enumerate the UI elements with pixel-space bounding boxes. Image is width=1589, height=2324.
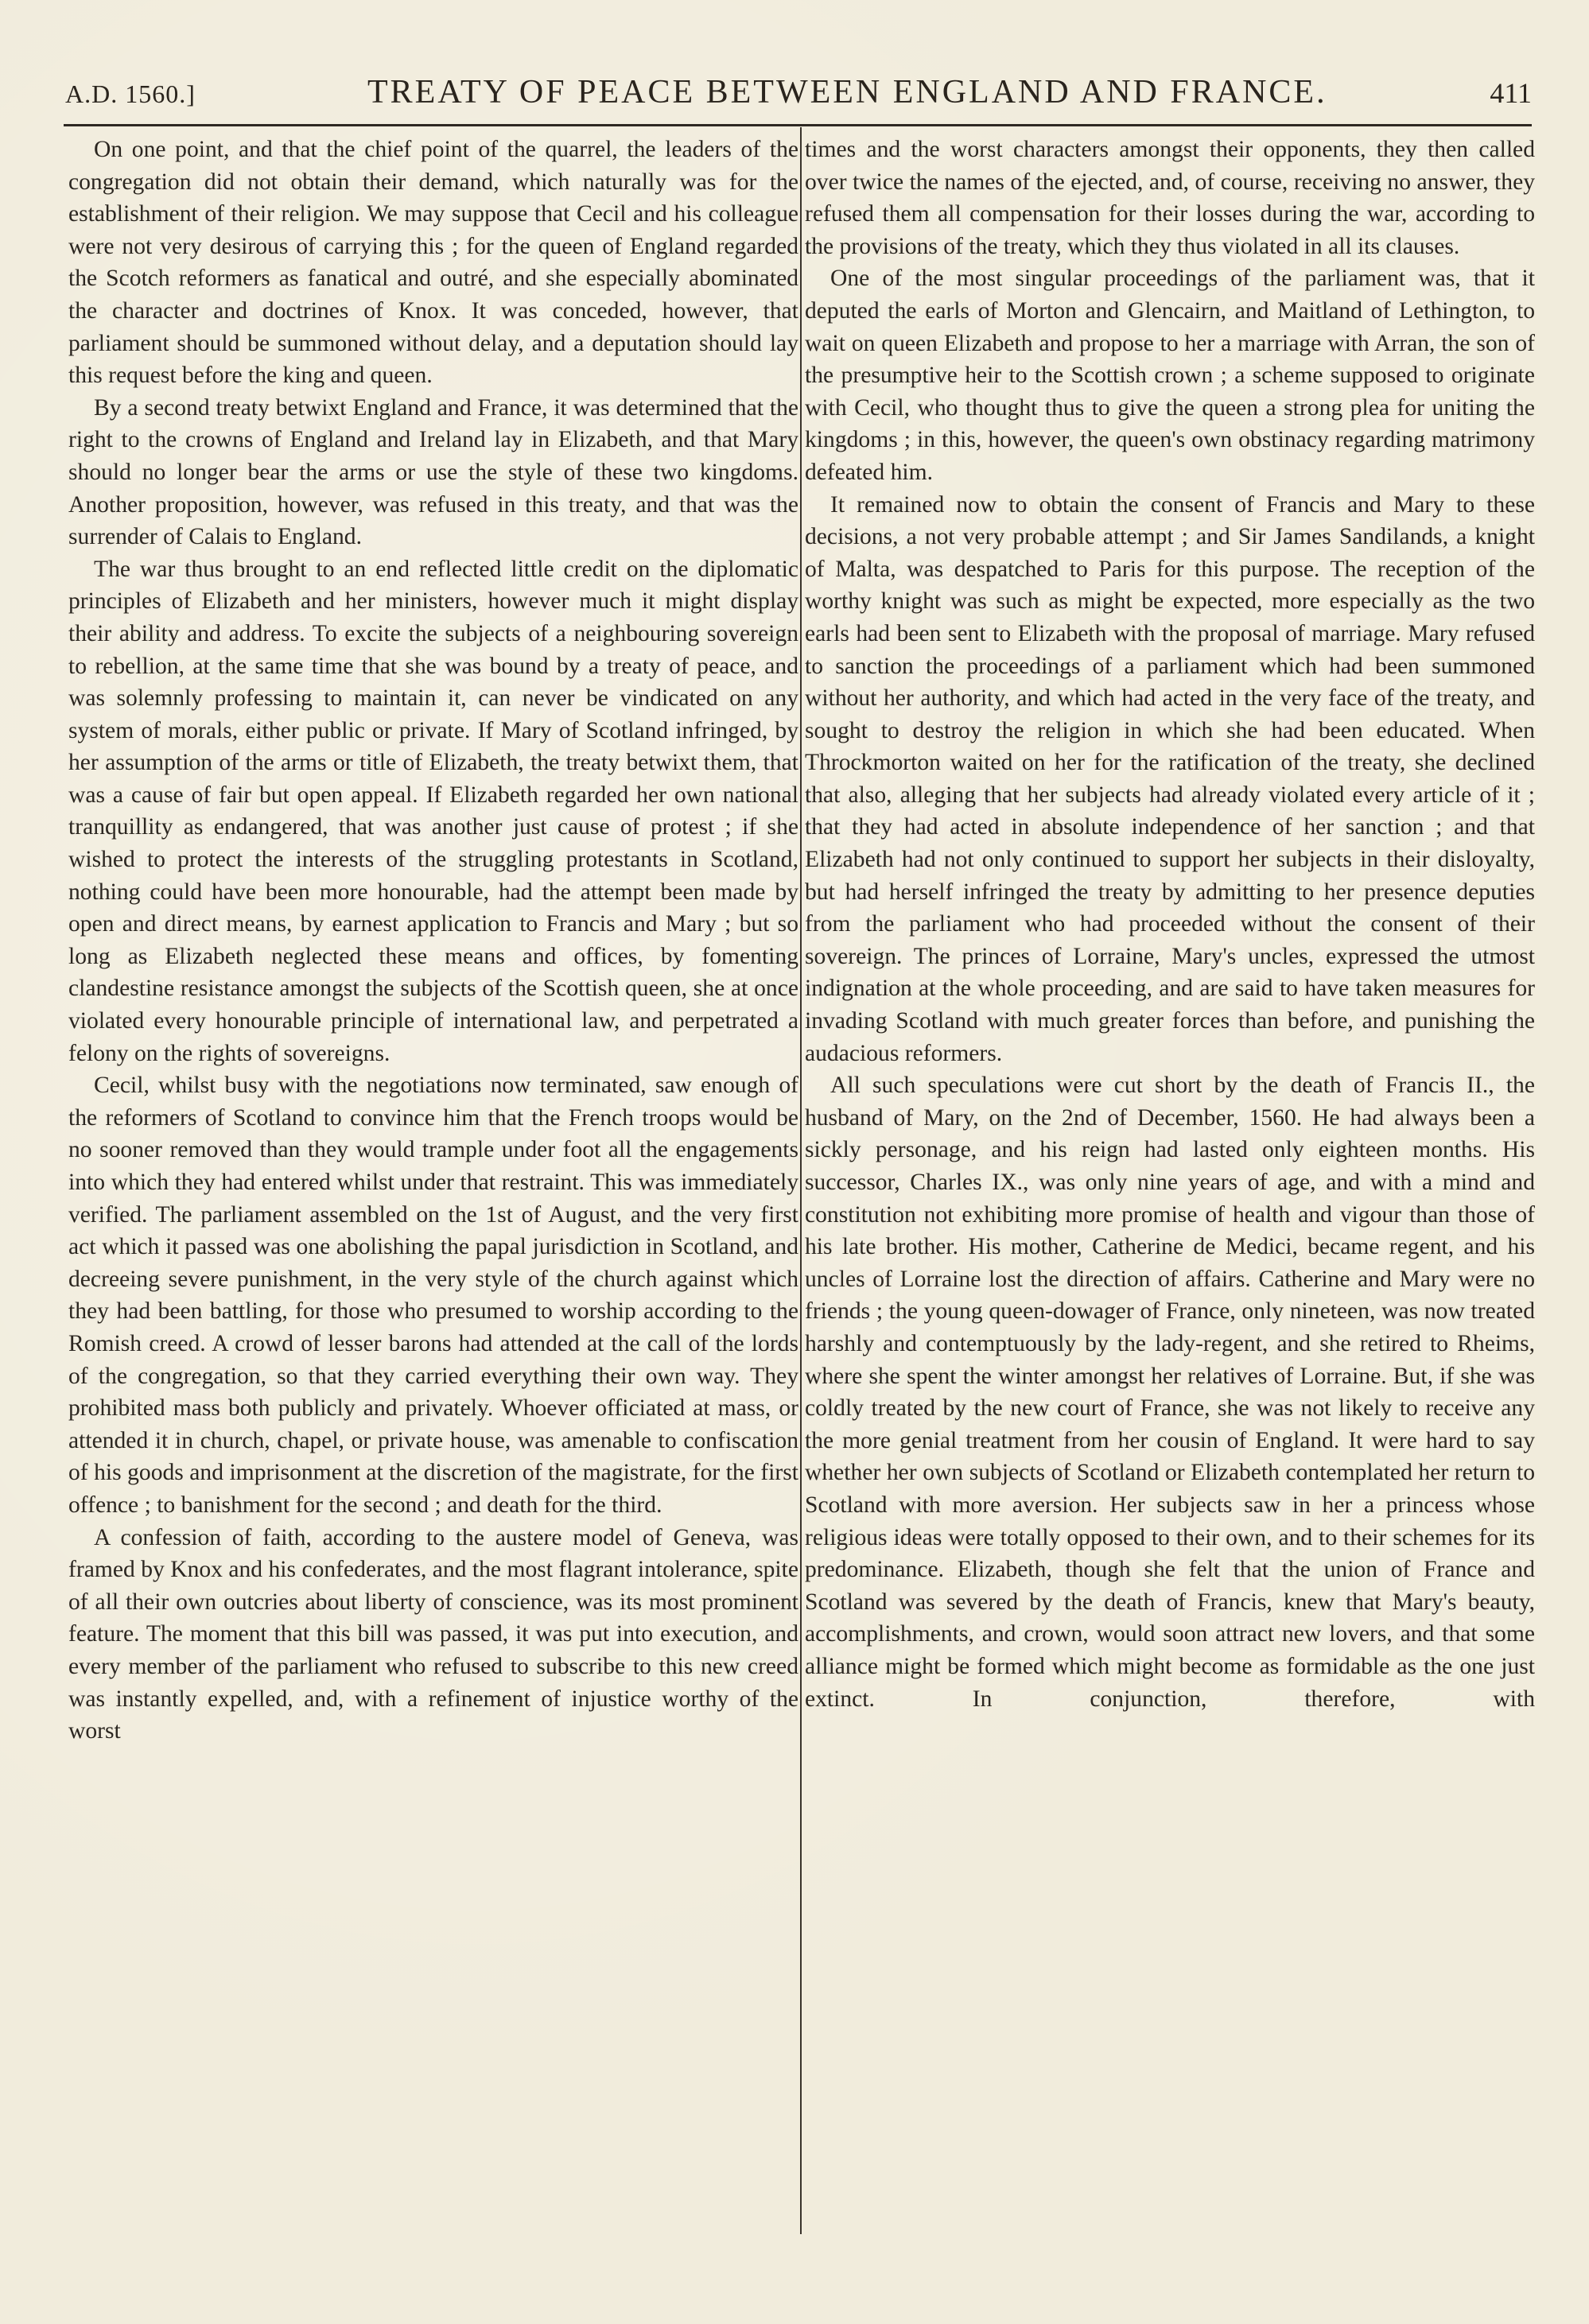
- paragraph: All such speculations were cut short by the death of Francis II., the husband of Mary, on the 2nd of December, 1560. He had always been a sickly personage, and his reign had lasted only eighteen months. His successor, Charles IX., was only nine years of age, and with a mind and constitution not exhibiting more promise of health and vigour than those of his late brother. His mother, Catherine de Medici, became regent, and his uncles of Lorraine lost the direction of affairs. Catherine and Mary were no friends ; the young queen-dowager of France, only nineteen, was now treated harshly and contemptuously by the lady-regent, and she retired to Rheims, where she spent the winter amongst her relatives of Lorraine. But, if she was coldly treated by the new court of France, she was not likely to receive any the more genial treatment from her cousin of England. It were hard to say whether her own subjects of Scotland or Elizabeth contemplated her return to Scotland with more aversion. Her subjects saw in her a princess whose religious ideas were totally opposed to their own, and to their schemes for its predominance. Elizabeth, though she felt that the union of France and Scotland was severed by the death of Francis, knew that Mary's beauty, accomplishments, and crown, would soon attract new lovers, and that some alliance might be formed which might become as formidable as the one just extinct. In conjunction, therefore, with: [805, 1073, 1535, 1712]
- running-header: [65, 73, 1532, 118]
- paragraph: A confession of faith, according to the austere model of Geneva, was framed by Knox and his confederates, and the most flagrant intolerance, spite of all their own outcries about liberty of conscience, was its most prominent feature. The moment that this bill was passed, it was put into execution, and every member of the parliament who refused to subscribe to this new creed was instantly expelled, and, with a refinement of injustice worthy of the worst: [68, 1524, 798, 1744]
- paragraph: One of the most singular proceedings of the parliament was, that it deputed the earls of Morton and Glencairn, and Maitland of Lethington, to wait on queen Elizabeth and propose to her a marriage with Arran, the son of the presumptive heir to the Scottish crown ; a scheme supposed to originate with Cecil, who thought thus to give the queen a strong plea for uniting the kingdoms ; in this, however, the queen's own obstinacy regarding matrimony defeated him.: [805, 266, 1535, 485]
- column-divider: [800, 127, 802, 2234]
- header-date: A.D. 1560.]: [65, 80, 196, 108]
- right-column: [805, 134, 1535, 1715]
- header-rule: [64, 124, 1532, 126]
- page-number: 411: [1490, 77, 1532, 109]
- paragraph: Cecil, whilst busy with the negotiations now terminated, saw enough of the reformers of Scotland to convince him that the French troops would be no sooner removed than they would trample under foot all the engagements into which they had entered whilst under that restraint. This was immediately verified. The parliament assembled on the 1st of August, and the very first act which it passed was one abolishing the papal jurisdiction in Scotland, and decreeing severe punishment, in the very style of the church against which they had been battling, for those who presumed to worship according to the Romish creed. A crowd of lesser barons had attended at the call of the lords of the congregation, so that they carried everything their own way. They prohibited mass both publicly and privately. Whoever officiated at mass, or attended it in church, chapel, or private house, was amenable to confiscation of his goods and imprisonment at the discretion of the magistrate, for the first offence ; to banishment for the second ; and death for the third.: [68, 1073, 798, 1518]
- header-title: TREATY OF PEACE BETWEEN ENGLAND AND FRANCE.: [367, 74, 1327, 111]
- paragraph: The war thus brought to an end reflected little credit on the diplomatic principles of Elizabeth and her ministers, however much it might display their ability and address. To excite the subjects of a neighbouring sovereign to rebellion, at the same time that she was bound by a treaty of peace, and was solemnly professing to maintain it, can never be vindicated on any system of morals, either public or private. If Mary of Scotland infringed, by her assumption of the arms or title of Elizabeth, the treaty betwixt them, that was a cause of fair but open appeal. If Elizabeth regarded her own national tranquillity as endangered, that was another just cause of protest ; if she wished to protect the interests of the struggling protestants in Scotland, nothing could have been more honourable, had the attempt been made by open and direct means, by earnest application to Francis and Mary ; but so long as Elizabeth neglected these means and offices, by fomenting clandestine resistance amongst the subjects of the Scottish queen, she at once violated every honourable principle of international law, and perpetrated a felony on the rights of sovereigns.: [68, 556, 798, 1066]
- paragraph: It remained now to obtain the consent of Francis and Mary to these decisions, a not very probable attempt ; and Sir James Sandilands, a knight of Malta, was despatched to Paris for this purpose. The reception of the worthy knight was such as might be expected, more especially as the two earls had been sent to Elizabeth with the proposal of marriage. Mary refused to sanction the proceedings of a parliament which had been summoned without her authority, and which had acted in the very face of the treaty, and sought to destroy the religion in which she had been educated. When Throckmorton waited on her for the ratification of the treaty, she declined that also, alleging that her subjects had already violated every article of it ; that they had acted in absolute independence of her sanction ; and that Elizabeth had not only continued to support her subjects in their disloyalty, but had herself infringed the treaty by admitting to her presence deputies from the parliament who had proceeded without the consent of their sovereign. The princes of Lorraine, Mary's uncles, expressed the utmost indignation at the whole proceeding, and are said to have taken measures for invading Scotland with much greater forces than before, and punishing the audacious reformers.: [805, 491, 1535, 1066]
- paragraph: On one point, and that the chief point of the quarrel, the leaders of the congregation did not obtain their demand, which naturally was for the establishment of their religion. We may suppose that Cecil and his colleague were not very desirous of carrying this ; for the queen of England regarded the Scotch reformers as fanatical and outré, and she especially abominated the character and doctrines of Knox. It was conceded, however, that parliament should be summoned without delay, and a deputation should lay this request before the king and queen.: [68, 137, 798, 389]
- paragraph: By a second treaty betwixt England and France, it was determined that the right to the crowns of England and Ireland lay in Elizabeth, and that Mary should no longer bear the arms or use the style of these two kingdoms. Another proposition, however, was refused in this treaty, and that was the surrender of Calais to England.: [68, 394, 798, 550]
- left-column: [68, 134, 798, 1748]
- paragraph-continued: times and the worst characters amongst their opponents, they then called over twice the names of the ejected, and, of course, receiving no answer, they refused them all compensation for their losses during the war, according to the provisions of the treaty, which they thus violated in all its clauses.: [805, 137, 1535, 259]
